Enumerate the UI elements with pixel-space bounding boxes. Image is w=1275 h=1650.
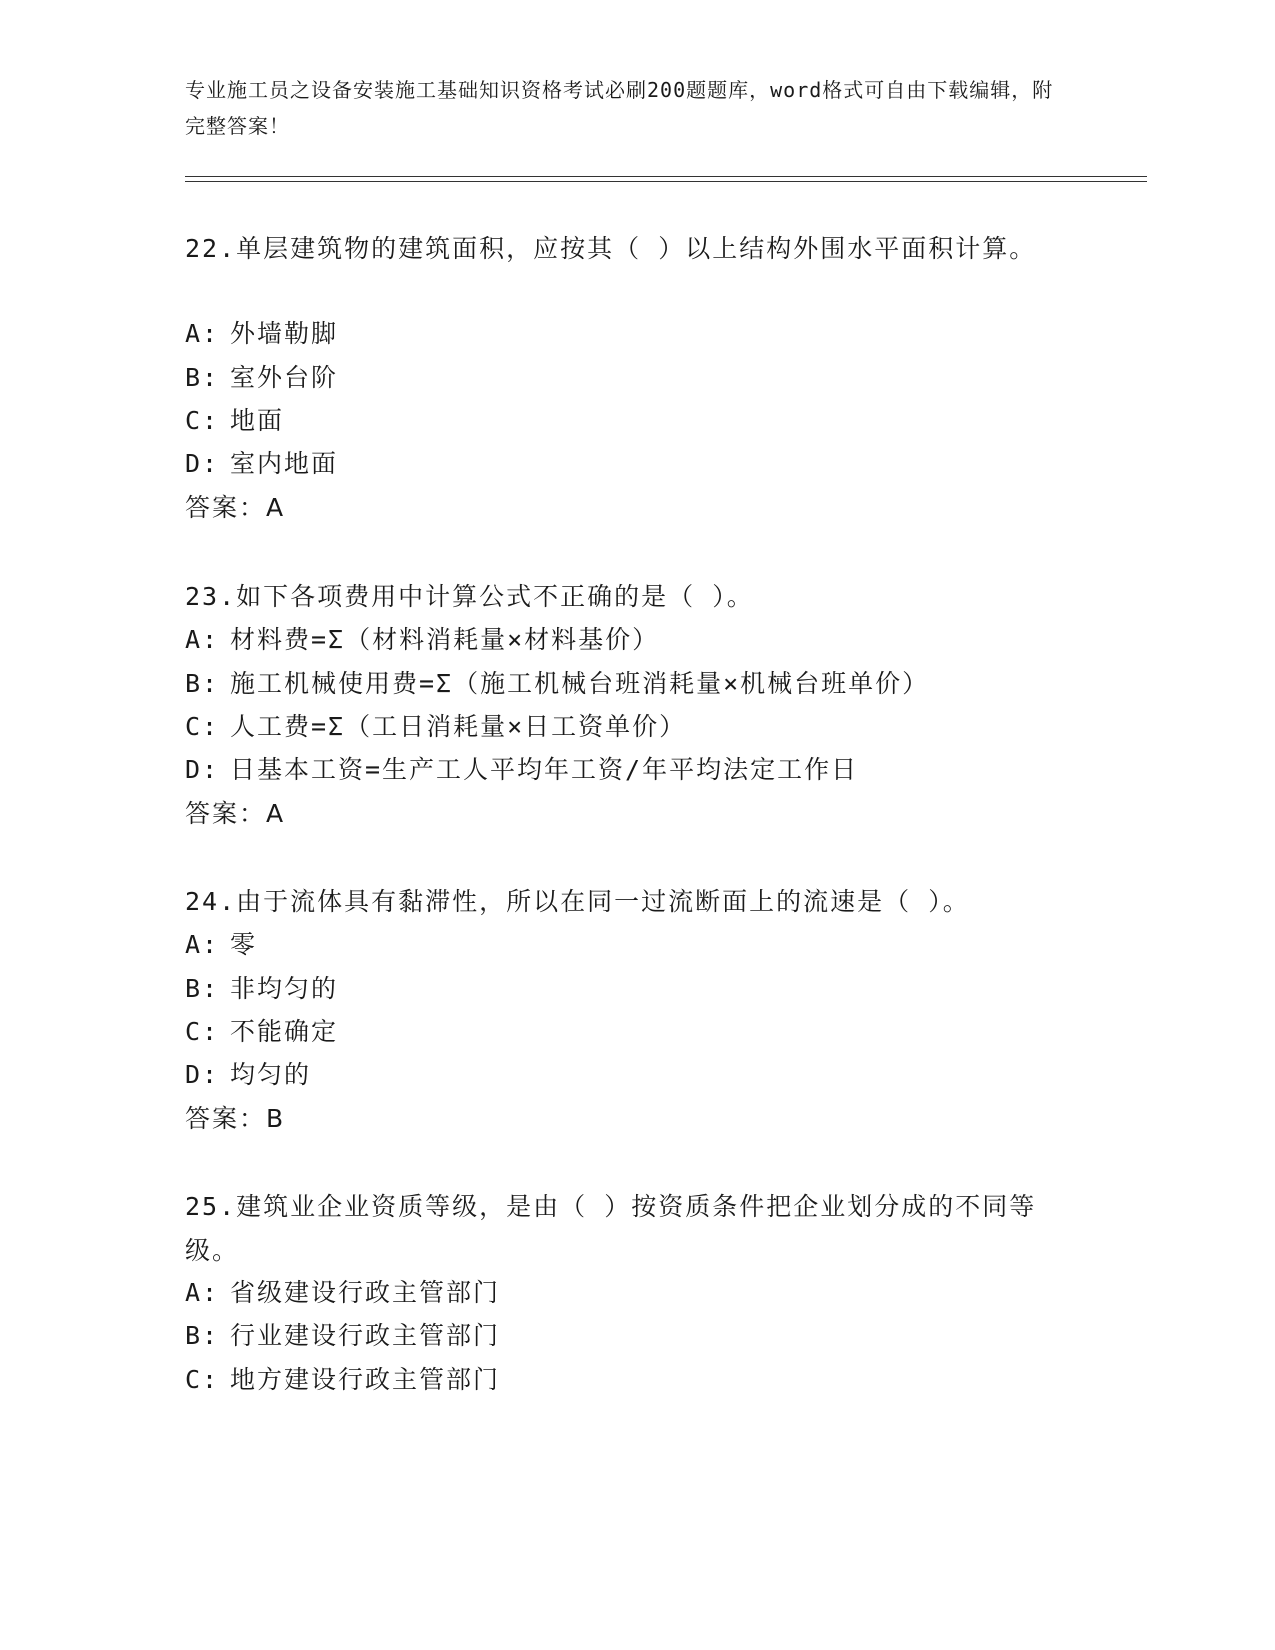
option-text: 不能确定 [230,1017,339,1046]
option-item [185,442,338,486]
option-text: 地方建设行政主管部门 [230,1365,501,1394]
option-label: B: [185,363,220,392]
option-label: B: [185,1321,220,1350]
option-item [185,705,686,749]
option-label: C: [185,1017,220,1046]
header-divider-bottom [185,181,1147,182]
answer-line: 答案：A [185,799,286,828]
option-label: D: [185,449,220,478]
option-text: 施工机械使用费=Σ（施工机械台班消耗量×机械台班单价） [230,669,930,698]
option-text: 室内地面 [230,449,339,478]
option-text: 地面 [230,406,285,435]
option-text: 室外台阶 [230,363,339,392]
option-label: D: [185,755,220,784]
option-label: A: [185,319,220,348]
answer-line: 答案：A [185,493,286,522]
option-label: C: [185,1365,220,1394]
option-label: C: [185,406,220,435]
option-item [185,1053,311,1097]
option-text: 材料费=Σ（材料消耗量×材料基价） [230,625,660,654]
option-text: 省级建设行政主管部门 [230,1278,501,1307]
option-item [185,1358,500,1402]
option-item [185,967,338,1011]
option-label: B: [185,669,220,698]
option-item [185,923,257,967]
option-item [185,1010,338,1054]
option-label: A: [185,625,220,654]
option-label: D: [185,1060,220,1089]
option-item [185,1314,500,1358]
option-item [185,618,659,662]
option-text: 非均匀的 [230,974,339,1003]
option-label: A: [185,1278,220,1307]
header-divider-top [185,176,1147,177]
answer-line: 答案：B [185,1104,286,1133]
option-text: 均匀的 [230,1060,312,1089]
question-stem: 25.建筑业企业资质等级，是由（ ）按资质条件把企业划分成的不同等级。 [185,1192,1037,1265]
document-header: 专业施工员之设备安装施工基础知识资格考试必刷200题题库，word格式可自由下载编辑，附完整答案！ [185,78,1054,138]
option-text: 外墙勒脚 [230,319,339,348]
option-item [185,748,858,792]
option-item [185,399,284,443]
option-text: 人工费=Σ（工日消耗量×日工资单价） [230,712,687,741]
question-stem: 24.由于流体具有黏滞性，所以在同一过流断面上的流速是（ ）。 [185,887,970,916]
option-item [185,356,338,400]
option-label: B: [185,974,220,1003]
option-label: A: [185,930,220,959]
option-text: 日基本工资=生产工人平均年工资/年平均法定工作日 [230,755,859,784]
option-label: C: [185,712,220,741]
question-stem: 23.如下各项费用中计算公式不正确的是（ ）。 [185,582,754,611]
option-text: 行业建设行政主管部门 [230,1321,501,1350]
option-item [185,312,338,356]
option-text: 零 [230,930,258,959]
option-item [185,1271,500,1315]
option-item [185,662,929,706]
question-stem: 22.单层建筑物的建筑面积，应按其（ ）以上结构外围水平面积计算。 [185,234,1037,263]
